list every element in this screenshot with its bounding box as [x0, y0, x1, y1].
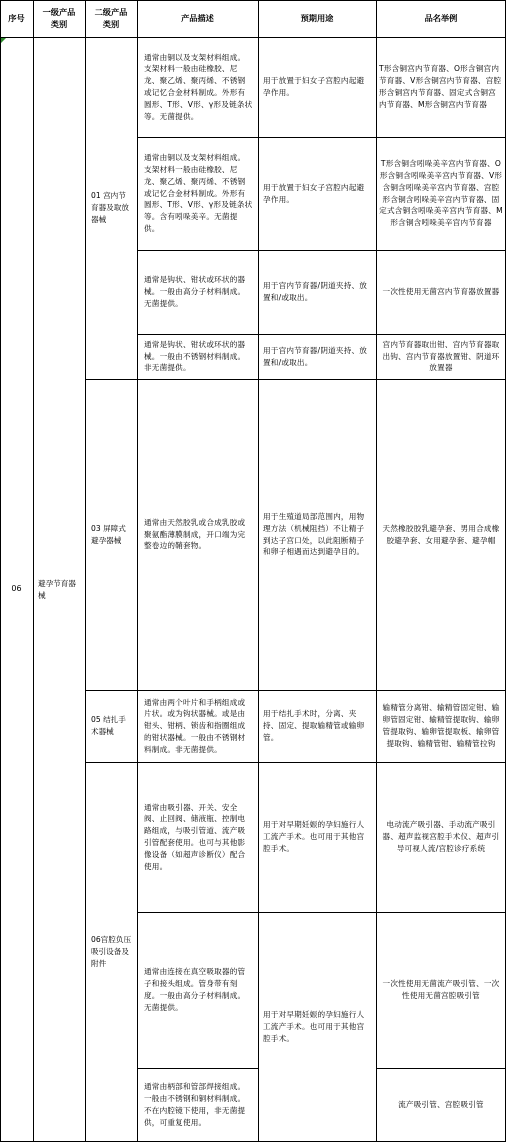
level1-category-label: 避孕节育器械: [38, 578, 76, 600]
header-product-examples: 品名举例: [376, 0, 506, 37]
table-row-9-examples: 流产吸引管、宫腔吸引管: [398, 1100, 484, 1110]
table-row-7-examples: 电动流产吸引器、手动流产吸引器、超声监视宫腔手术仪、超声引导可视人流/宫腔诊疗系统: [382, 820, 500, 853]
table-row-8-use: 用于对早期妊娠的孕妇施行人工流产手术。也可用于其他宫腔手术。: [263, 1010, 365, 1043]
table-row-8-description: 通常由连接在真空吸取器的管子和接头组成。管身带有刻度。一般由高分子材料制成。无菌提供。: [144, 967, 246, 1012]
table-row-3-use: 用于宫内节育器/阴道夹持、放置和/或取出。: [263, 281, 368, 302]
level2-category-cell-06: [85, 762, 137, 1142]
table-row-9-description: 通常由柄部和管部焊接组成。一般由不锈钢和铜材料制成。不在内腔镜下使用，非无菌提供，可重复使用。: [144, 1082, 246, 1127]
table-row-6-examples: 输精管分离钳、输精管固定钳、输卵管固定钳、输精管提取钩、输卵管提取钩、输卵管提取板、输卵管提取钩、输精管钳、输精管拉钩: [382, 703, 500, 748]
level2-category-cell-03: [85, 379, 137, 690]
table-row-5-use: 用于生殖道局部范围内，用物理方法（机械阻挡）不让精子到达子宫口处，以此阻断精子和卵子相遇而达到避孕目的。: [263, 511, 365, 557]
table-row-1-examples: T形含铜宫内节育器、O形含铜宫内节育器、V形含铜宫内节育器、宫腔形含铜宫内节育器、固定式含铜宫内节育器、M形含铜宫内节育器: [379, 64, 502, 109]
level2-category-label: 01 宫内节育器及取放器械: [91, 191, 129, 224]
table-row-4-description: 通常是钩状、钳状或环状的器械。一般由不锈钢材料制成。非无菌提供。: [144, 339, 246, 373]
level2-category-label: 06宫腔负压吸引设备及附件: [91, 935, 132, 968]
table-row-2-examples: T形含铜含吲哚美辛宫内节育器、O形含铜含吲哚美辛宫内节育器、V形含铜含吲哚美辛宫内节育器、宫腔形含铜含吲哚美辛宫内节育器、固定式含铜含吲哚美辛宫内节育器、M形含铜含吲哚美辛宫内节育器: [379, 159, 503, 228]
level2-category-cell-01: [85, 37, 137, 379]
level2-category-label: 03 屏障式避孕器械: [91, 523, 126, 545]
table-row-6-use: 用于结扎手术时，分离、夹持、固定、提取输精管或输卵管。: [263, 709, 365, 742]
table-row-2-description: 通常由铜以及支架材料组成。支架材料一般由硅橡胶、尼龙、聚乙烯、聚丙烯、不锈钢或记忆合金材料制成。外形有圆形、T形、V形、γ形及链条状等。含有吲哚美辛。无菌提供。: [144, 153, 253, 233]
table-row-3-description: 通常是钩状、钳状或环状的器械。一般由高分子材料制成。无菌提供。: [144, 275, 246, 308]
level2-category-cell-05: [85, 690, 137, 762]
table-row-8-examples: 一次性使用无菌流产吸引管、一次性使用无菌宫腔吸引管: [382, 979, 500, 1000]
table-row-1-use: 用于放置于妇女子宫腔内起避孕作用。: [263, 76, 365, 97]
header-level2-category: 二级产品类别: [85, 0, 137, 37]
table-row-1-description: 通常由铜以及支架材料组成。支架材料一般由硅橡胶、尼龙、聚乙烯、聚丙烯、不锈钢或记忆合金材料制成。外形有圆形、T形、V形、γ形及链条状等。无菌提供。: [144, 52, 253, 121]
table-row-4-examples: 宫内节育器取出钳、宫内节育器取出钩、宫内节育器放置钳、阴道环放置器: [382, 339, 500, 373]
table-row-4-use: 用于宫内节育器/阴道夹持、放置和/或取出。: [263, 345, 368, 367]
header-product-description: 产品描述: [137, 0, 258, 37]
serial-number-cell: 06: [11, 584, 22, 594]
header-serial-number: 序号: [0, 0, 33, 37]
table-row-6-description: 通常由两个叶片和手柄组成或片状。或为钩状器械。或是由钳头、钳柄、锁齿和指圈组成的钳状器械。一般由不锈钢材料制成。非无菌提供。: [144, 697, 246, 754]
table-row-7-description: 通常由吸引器、开关、安全阀、止回阀、储液瓶、控制电路组成，与吸引管道、流产吸引管配套使用。也可与其他影像设备（如超声诊断仪）配合使用。: [144, 802, 246, 871]
header-intended-use: 预期用途: [258, 0, 376, 37]
table-row-5-description: 通常由天然胶乳或合成乳胶或聚氨酯薄膜制成，开口端为完整卷边的鞘套物。: [144, 517, 246, 551]
table-row-5-examples: 天然橡胶胶乳避孕套、男用合成橡胶避孕套、女用避孕套、避孕帽: [382, 523, 500, 545]
table-row-7-use: 用于对早期妊娠的孕妇施行人工流产手术。也可用于其他宫腔手术。: [263, 820, 365, 853]
table-row-2-use: 用于放置于妇女子宫腔内起避孕作用。: [263, 182, 365, 204]
header-level1-category: 一级产品类别: [33, 0, 85, 37]
level2-category-label: 05 结扎手术器械: [91, 715, 126, 736]
table-row-3-examples: 一次性使用无菌宫内节育器放置器: [382, 287, 500, 297]
level1-category-cell: [33, 37, 85, 1142]
